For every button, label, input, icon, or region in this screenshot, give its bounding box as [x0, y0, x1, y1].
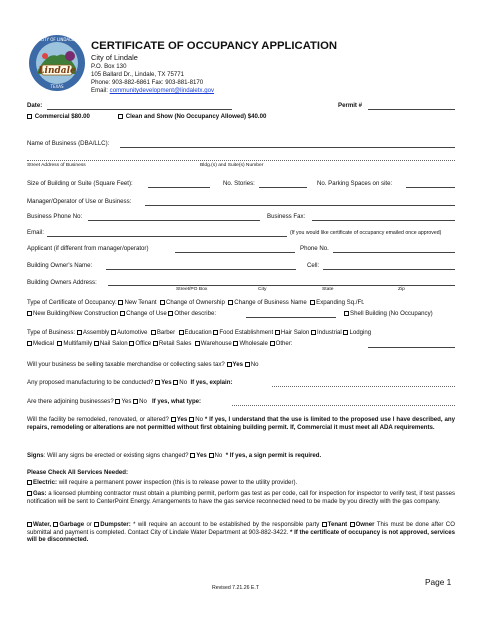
adjoining-yes-checkbox[interactable]: [115, 399, 120, 404]
warehouse-checkbox[interactable]: [195, 341, 200, 346]
change-of-use-checkbox[interactable]: [120, 311, 125, 316]
services-heading: Please Check All Services Needed:: [27, 469, 129, 476]
tenant-label: Tenant: [327, 521, 348, 528]
biz-type-row-1: [27, 329, 371, 336]
taxable-no-label: No: [250, 361, 259, 368]
industrial-checkbox[interactable]: [311, 330, 316, 335]
owner-name-label: Building Owner's Name:: [27, 262, 93, 269]
adjoining-no-checkbox[interactable]: [133, 399, 138, 404]
barber-checkbox[interactable]: [151, 330, 156, 335]
adjoining-label: Are there adjoining businesses?: [27, 398, 114, 405]
office-checkbox[interactable]: [129, 341, 134, 346]
new-tenant-checkbox[interactable]: [118, 300, 123, 305]
manufacturing-question: [27, 379, 232, 386]
owner-cell-label: Cell:: [307, 262, 320, 269]
signs-question: [27, 452, 321, 459]
po-box: P.O. Box 130: [91, 63, 127, 70]
adjoining-yes-label: Yes: [121, 398, 132, 405]
food-establishment-checkbox[interactable]: [213, 330, 218, 335]
clean-show-fee: [118, 113, 266, 120]
owner-name-field[interactable]: [106, 269, 296, 270]
gas-checkbox[interactable]: [27, 491, 32, 496]
owner-checkbox[interactable]: [350, 522, 355, 527]
gas-service: [27, 490, 455, 505]
office-label: Office: [135, 340, 152, 347]
remodel-question: [27, 416, 455, 431]
hair-salon-checkbox[interactable]: [275, 330, 280, 335]
gas-label: Gas:: [33, 490, 47, 497]
street-address-caption: Street Address of Business: [27, 163, 86, 168]
multifamily-checkbox[interactable]: [57, 341, 62, 346]
education-label: Education: [184, 329, 212, 336]
biz-type-row-2: [27, 340, 293, 347]
remodel-disclaimer: * If yes, I understand that the use is limited to the proposed use I have described, any repairs, remodeling or alterations are not permitted without first obtaining building permit. If, Commercial it must meet all ADA requirements.: [27, 416, 455, 431]
manufacturing-yes-label: Yes: [161, 379, 172, 386]
water-text: * will require an account to be established by the responsible party: [130, 521, 320, 528]
other-describe-field[interactable]: [246, 317, 336, 318]
signs-label: Signs: [27, 452, 44, 459]
lodging-checkbox[interactable]: [343, 330, 348, 335]
automotive-checkbox[interactable]: [111, 330, 116, 335]
applicant-phone-field[interactable]: [333, 252, 455, 253]
parking-field[interactable]: [406, 187, 455, 188]
phone-fax: Phone: 903-882-6861 Fax: 903-881-8170: [91, 79, 204, 86]
business-fax-label: Business Fax:: [267, 213, 306, 220]
applicant-field[interactable]: [175, 252, 295, 253]
stories-label: No. Stories:: [223, 180, 255, 187]
date-field[interactable]: [47, 109, 232, 110]
change-business-name-label: Change of Business Name: [234, 299, 307, 306]
new-building-label: New Building/New Construction: [33, 310, 119, 317]
adjoining-type-label: If yes, what type:: [151, 398, 202, 405]
manufacturing-explain-field[interactable]: [272, 386, 455, 387]
street-address: 105 Ballard Dr., Lindale, TX 75771: [91, 71, 185, 78]
taxable-no-checkbox[interactable]: [245, 362, 250, 367]
remodel-no-checkbox[interactable]: [189, 417, 194, 422]
manufacturing-explain-label: If yes, explain:: [190, 379, 233, 386]
city-name: City of Lindale: [91, 53, 138, 62]
wholesale-checkbox[interactable]: [233, 341, 238, 346]
street-address-field[interactable]: [27, 160, 455, 161]
svg-text:CITY OF LINDALE: CITY OF LINDALE: [40, 37, 74, 42]
change-of-use-label: Change of Use: [126, 310, 167, 317]
barber-label: Barber: [156, 329, 176, 336]
clean-show-checkbox[interactable]: [118, 114, 123, 119]
commercial-fee: [27, 113, 90, 120]
garbage-label: Garbage: [59, 521, 85, 528]
addr-col-city: City: [258, 287, 267, 292]
electric-text: will require a permanent power inspection (this is to release power to the utility provider).: [57, 479, 298, 486]
water-text-2: This must be done after CO submittal and payment is completed. Contact City of Lindale Water Department at 903-882-3422.: [27, 521, 455, 536]
email-label: Email:: [91, 87, 108, 94]
education-checkbox[interactable]: [179, 330, 184, 335]
cert-type-row-2: [27, 310, 216, 317]
taxable-question: [27, 361, 259, 368]
other-biz-label: Other:: [275, 340, 293, 347]
hair-salon-label: Hair Salon: [280, 329, 310, 336]
business-phone-field[interactable]: [88, 220, 260, 221]
manufacturing-no-checkbox[interactable]: [173, 380, 178, 385]
other-biz-field[interactable]: [368, 347, 455, 348]
retail-sales-label: Retail Sales: [158, 340, 192, 347]
other-describe-label: Other describe:: [174, 310, 217, 317]
retail-sales-checkbox[interactable]: [153, 341, 158, 346]
manufacturing-no-label: No: [179, 379, 188, 386]
expanding-sqft-checkbox[interactable]: [310, 300, 315, 305]
manufacturing-label: Any proposed manufacturing to be conducted?: [27, 379, 154, 386]
shell-building-label: Shell Building (No Occupancy): [350, 310, 433, 317]
medical-checkbox[interactable]: [27, 341, 32, 346]
dumpster-label: Dumpster:: [100, 521, 131, 528]
remodel-label: Will the facility be remodeled, renovated, or altered?: [27, 416, 169, 423]
remodel-yes-checkbox[interactable]: [171, 417, 176, 422]
automotive-label: Automotive: [116, 329, 148, 336]
email-field-label: Email:: [27, 229, 44, 236]
permit-field[interactable]: [368, 109, 455, 110]
electric-label: Electric:: [33, 479, 58, 486]
taxable-yes-checkbox[interactable]: [227, 362, 232, 367]
biz-type-label: Type of Business:: [27, 329, 76, 336]
signs-yes-label: Yes: [196, 452, 207, 459]
size-field[interactable]: [148, 187, 210, 188]
assembly-label: Assembly: [82, 329, 110, 336]
owner-cell-field[interactable]: [323, 269, 455, 270]
wholesale-label: Wholesale: [239, 340, 268, 347]
business-name-label: Name of Business (DBA/LLC):: [27, 140, 110, 147]
signs-yes-checkbox[interactable]: [190, 453, 195, 458]
addr-col-state: State: [322, 287, 334, 292]
svg-text:Lindale: Lindale: [38, 66, 76, 76]
commercial-checkbox[interactable]: [27, 114, 32, 119]
email-field[interactable]: [47, 236, 287, 237]
stories-field[interactable]: [259, 187, 307, 188]
page-number: Page 1: [425, 577, 452, 587]
adjoining-no-label: No: [139, 398, 147, 405]
adjoining-question: [27, 398, 201, 405]
manager-field[interactable]: [145, 205, 455, 206]
business-fax-field[interactable]: [312, 220, 455, 221]
water-service: [27, 521, 455, 544]
city-seal: [28, 34, 86, 92]
signs-no-label: No: [214, 452, 223, 459]
medical-label: Medical: [33, 340, 54, 347]
permit-label: Permit #: [338, 102, 363, 109]
addr-col-street: Street/PO Box: [176, 287, 208, 292]
new-tenant-label: New Tenant: [124, 299, 157, 306]
other-describe-checkbox[interactable]: [168, 311, 173, 316]
form-title: CERTIFICATE OF OCCUPANCY APPLICATION: [91, 40, 338, 52]
signs-note: * If yes, a sign permit is required.: [225, 452, 322, 459]
owner-address-label: Building Owners Address:: [27, 279, 97, 286]
water-label: Water,: [33, 521, 52, 528]
multifamily-label: Multifamily: [63, 340, 93, 347]
other-biz-checkbox[interactable]: [270, 341, 275, 346]
size-label: Size of Building or Suite (Square Feet):: [27, 180, 133, 187]
bldg-suite-caption: Bldg.(s) and Suite(s) Number: [200, 163, 264, 168]
assembly-checkbox[interactable]: [77, 330, 82, 335]
nail-salon-checkbox[interactable]: [94, 341, 99, 346]
electric-checkbox[interactable]: [27, 480, 32, 485]
email-link[interactable]: communitydevelopment@lindaletx.gov: [109, 87, 215, 94]
shell-building: [344, 310, 433, 317]
commercial-label: Commercial $80.00: [34, 113, 90, 120]
signs-no-checkbox[interactable]: [209, 453, 214, 458]
tenant-checkbox[interactable]: [322, 522, 327, 527]
owner-label: Owner: [355, 521, 375, 528]
change-ownership-label: Change of Ownership: [165, 299, 225, 306]
change-business-name-checkbox[interactable]: [228, 300, 233, 305]
taxable-yes-label: Yes: [232, 361, 244, 368]
food-establishment-label: Food Establishment: [219, 329, 274, 336]
lodging-label: Lodging: [349, 329, 372, 336]
gas-text: a licensed plumbing contractor must obtain a plumbing permit, perform gas test as per code, call for inspection for inspector to verify test, if test passes notification will be sent to CenterPoint Energy. Arrangements to have the gas service reconnected need to be made by you directly with the gas company.: [27, 490, 455, 505]
garbage-checkbox[interactable]: [53, 522, 58, 527]
remodel-no-label: No: [195, 416, 203, 423]
email-line: [91, 87, 214, 94]
owner-address-field[interactable]: [108, 285, 455, 286]
email-note: (If you would like certificate of occupancy emailed once approved): [290, 230, 442, 236]
parking-label: No. Parking Spaces on site:: [317, 180, 393, 187]
industrial-label: Industrial: [317, 329, 342, 336]
cert-type-row-1: [27, 299, 365, 306]
manufacturing-yes-checkbox[interactable]: [155, 380, 160, 385]
expanding-sqft-label: Expanding Sq./Ft.: [316, 299, 365, 306]
signs-text: : Will any signs be erected or existing signs changed?: [43, 452, 189, 459]
change-ownership-checkbox[interactable]: [160, 300, 165, 305]
electric-service: [27, 479, 297, 486]
business-phone-label: Business Phone No:: [27, 213, 83, 220]
svg-text:TEXAS: TEXAS: [50, 84, 64, 89]
adjoining-type-field[interactable]: [232, 405, 455, 406]
remodel-yes-label: Yes: [176, 416, 188, 423]
dumpster-checkbox[interactable]: [94, 522, 99, 527]
new-building-checkbox[interactable]: [27, 311, 32, 316]
manager-label: Manager/Operator of Use or Business:: [27, 198, 132, 205]
business-name-field[interactable]: [120, 147, 455, 148]
water-warning: * If the certificate of occupancy is not approved, services will be disconnected.: [27, 528, 455, 544]
revised-note: Revised 7.21.26 E.T: [212, 585, 260, 591]
nail-salon-label: Nail Salon: [99, 340, 128, 347]
addr-col-zip: Zip: [398, 287, 405, 292]
shell-building-checkbox[interactable]: [344, 311, 349, 316]
taxable-label: Will your business be selling taxable merchandise or collecting sales tax?: [27, 361, 225, 368]
applicant-phone-label: Phone No.: [300, 245, 329, 252]
date-label: Date:: [27, 102, 43, 109]
clean-show-label: Clean and Show (No Occupancy Allowed) $40.00: [125, 113, 267, 120]
or-text: or: [86, 521, 92, 528]
warehouse-label: Warehouse: [200, 340, 232, 347]
applicant-label: Applicant (if different from manager/operator): [27, 245, 149, 252]
water-checkbox[interactable]: [27, 522, 32, 527]
cert-type-label: Type of Certificate of Occupancy:: [27, 299, 117, 306]
